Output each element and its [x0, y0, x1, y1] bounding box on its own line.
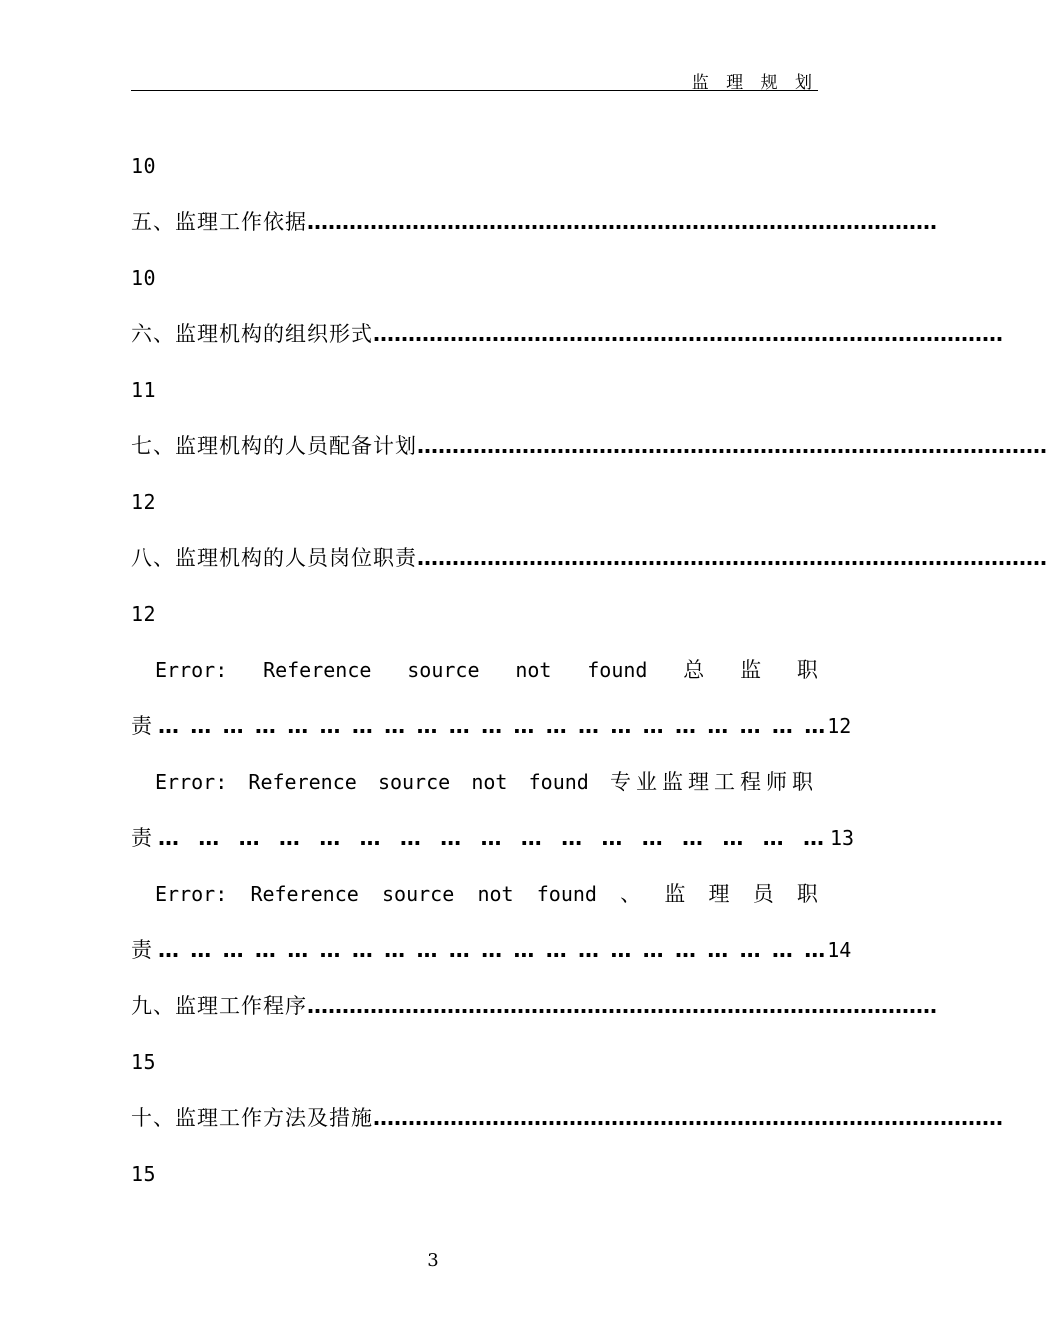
error-word: source — [382, 882, 455, 906]
error-word: Error: — [155, 770, 228, 794]
error-word: Reference — [248, 770, 357, 794]
toc-leader-dots: ……………………………………………………………………………… — [307, 210, 937, 234]
toc-error-entry-3[interactable] — [131, 874, 818, 914]
entry-char: 责 — [131, 826, 152, 850]
toc-leader-dots: ……………………………………………………………………………… — [373, 1106, 1003, 1130]
toc-leader-dots: ……………………………………………………………………………… — [373, 322, 1003, 346]
toc-entry-8[interactable] — [131, 538, 1047, 578]
toc-page-number: 13 — [829, 826, 855, 850]
toc-page-number: 15 — [131, 1162, 157, 1186]
toc-page-number: 15 — [131, 1050, 157, 1074]
entry-char: 监 — [664, 882, 686, 906]
toc-entry-label: 九、监理工作程序 — [131, 994, 307, 1018]
toc-entry-7[interactable] — [131, 426, 1047, 466]
toc-page-number: 12 — [131, 602, 157, 626]
toc-leader-dots: … … … … … … … … … … … … … … … … … … … … … — [158, 938, 828, 962]
entry-char: 职 — [796, 882, 818, 906]
entry-char: 监 — [740, 658, 762, 682]
entry-char: 、 — [620, 882, 642, 906]
toc-error-entry-2[interactable] — [131, 762, 818, 802]
toc-entry-label: 五、监理工作依据 — [131, 210, 307, 234]
toc-page-number: 10 — [131, 266, 157, 290]
toc-entry-6[interactable] — [131, 314, 1003, 354]
error-word: found — [587, 658, 648, 682]
footer-page-number: 3 — [427, 1250, 439, 1271]
toc-page-number: 12 — [827, 714, 852, 738]
entry-char: 责 — [131, 714, 152, 738]
toc-leader-dots: ……………………………………………………………………………… — [417, 434, 1047, 458]
toc-page-number: 11 — [131, 378, 157, 402]
toc-error-entry-1-cont — [131, 706, 852, 746]
entry-title: 专业监理工程师职 — [610, 770, 818, 794]
toc-error-entry-1[interactable] — [131, 650, 818, 690]
toc-entry-label: 八、监理机构的人员岗位职责 — [131, 546, 417, 570]
toc-entry-9[interactable] — [131, 986, 937, 1026]
error-word: source — [377, 770, 451, 794]
entry-char: 总 — [683, 658, 705, 682]
toc-page-number: 14 — [827, 938, 852, 962]
error-word: Error: — [155, 658, 228, 682]
toc-entry-label: 七、监理机构的人员配备计划 — [131, 434, 417, 458]
toc-entry-label: 六、监理机构的组织形式 — [131, 322, 373, 346]
toc-leader-dots: ……………………………………………………………………………… — [307, 994, 937, 1018]
entry-char: 员 — [752, 882, 774, 906]
toc-leader-dots: ……………………………………………………………………………… — [417, 546, 1047, 570]
error-word: found — [536, 882, 597, 906]
error-word: not — [477, 882, 514, 906]
entry-char: 责 — [131, 938, 152, 962]
error-word: source — [407, 658, 480, 682]
toc-entry-5[interactable] — [131, 202, 937, 242]
error-word: Reference — [263, 658, 372, 682]
error-word: Error: — [155, 882, 228, 906]
toc-entry-10[interactable] — [131, 1098, 1003, 1138]
toc-entry-label: 十、监理工作方法及措施 — [131, 1106, 373, 1130]
error-word: not — [471, 770, 508, 794]
toc-leader-dots: … … … … … … … … … … … … … … … … … … … … … — [158, 714, 828, 738]
toc-page-number: 12 — [131, 490, 157, 514]
page-header — [131, 66, 818, 91]
toc-error-entry-2-cont — [131, 818, 855, 858]
toc-leader-dots: … … … … … … … … … … … … … … … … … — [158, 826, 830, 850]
error-word: not — [515, 658, 552, 682]
entry-char: 理 — [708, 882, 730, 906]
error-word: found — [528, 770, 589, 794]
toc-page-number: 10 — [131, 154, 157, 178]
header-title: 监 理 规 划 — [691, 73, 818, 93]
entry-char: 职 — [796, 658, 818, 682]
toc-error-entry-3-cont — [131, 930, 852, 970]
error-word: Reference — [250, 882, 359, 906]
